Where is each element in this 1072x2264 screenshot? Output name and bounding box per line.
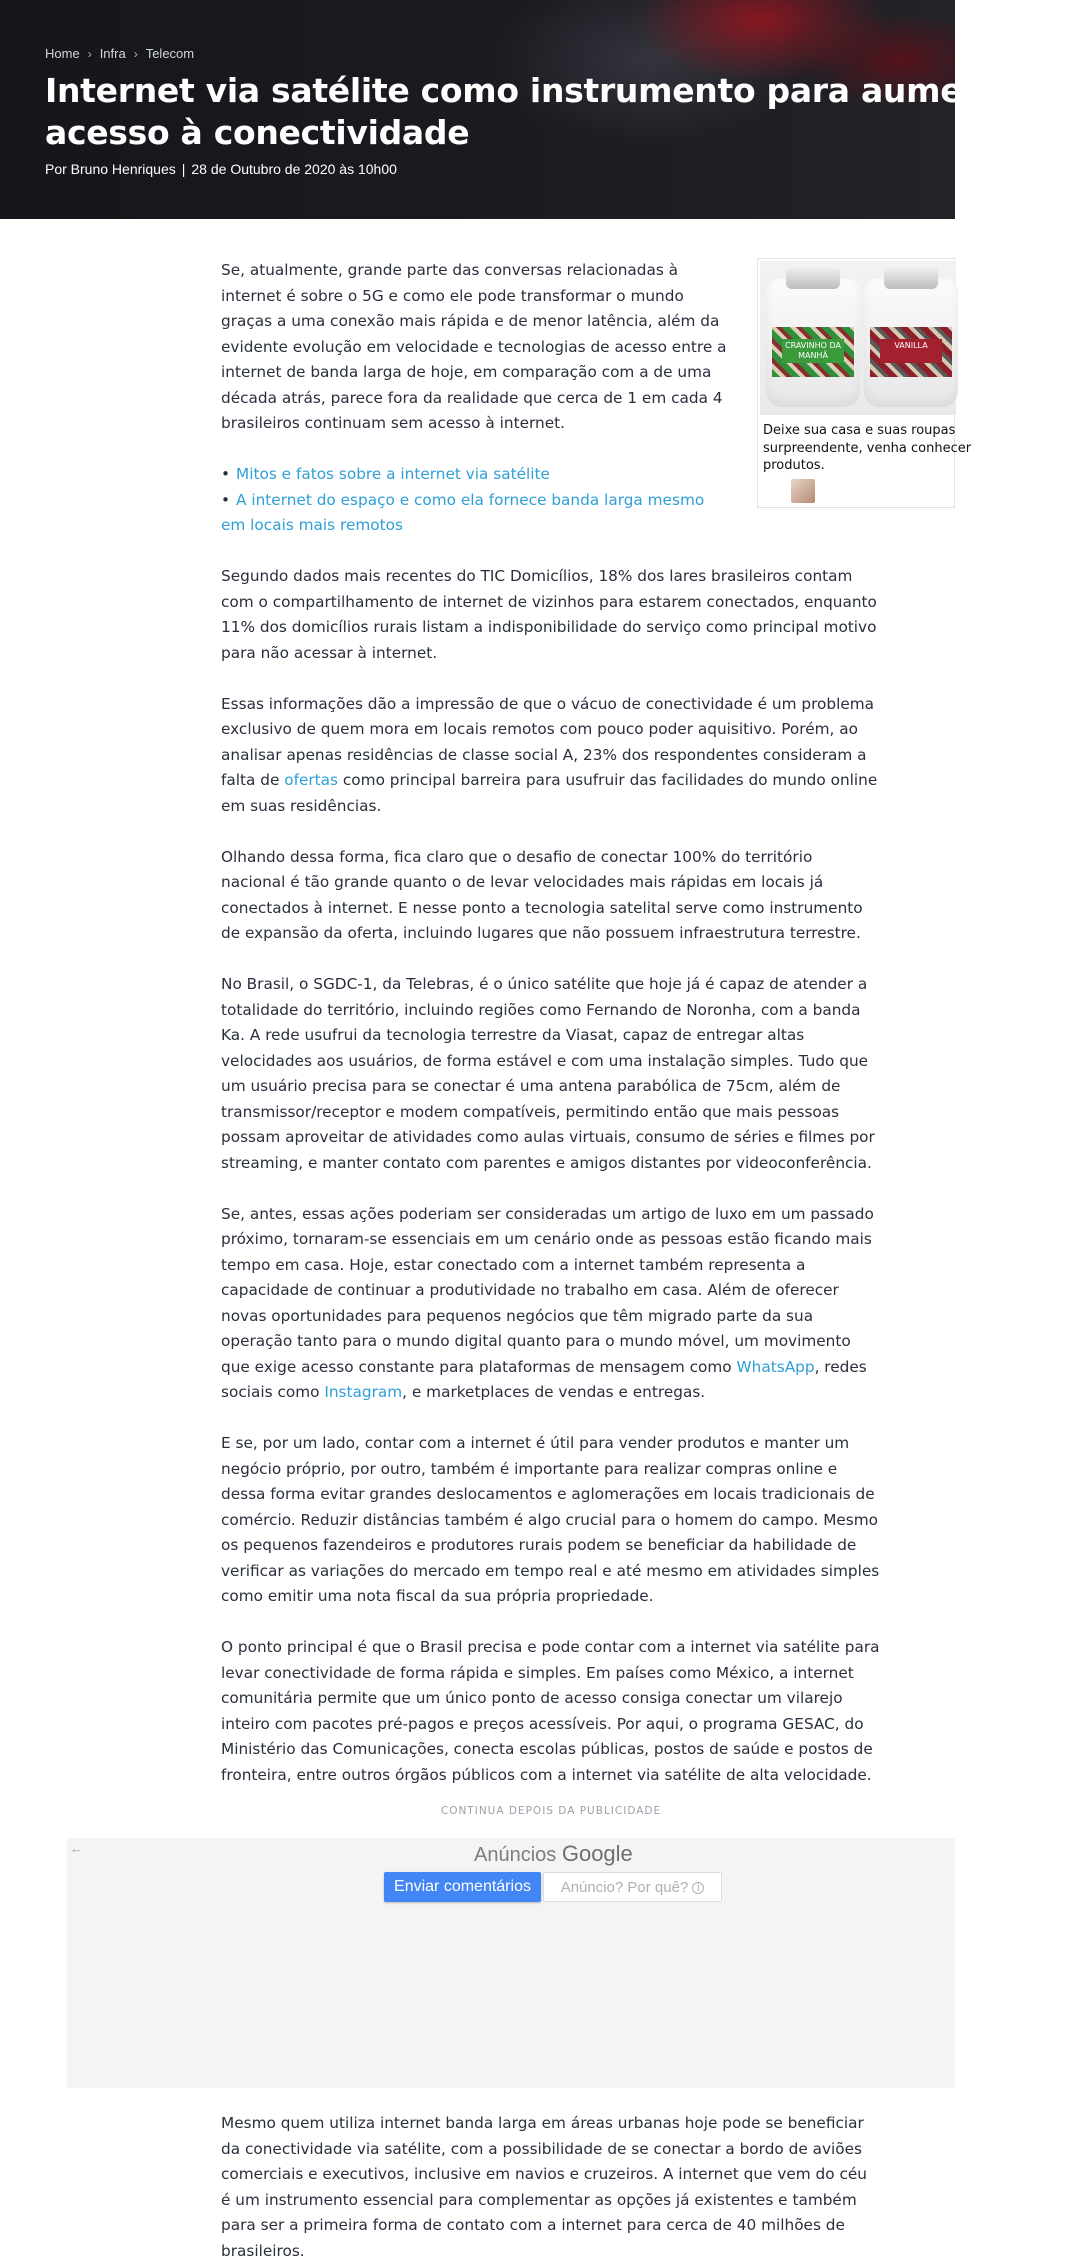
google-ad-panel — [67, 1838, 955, 2088]
article-paragraph: No Brasil, o SGDC-1, da Telebras, é o único satélite que hoje já é capaz de atender a totalidade do território, incluindo regiões como Fernando de Noronha, com a banda Ka. A rede usufrui da tecnologia terrestre da Viasat, capaz de entregar altas velocidades aos usuários, de forma estável e com uma instalação simples. Tudo que um usuário precisa para se conectar é uma antena parabólica de 75cm, além de transmissor/receptor e modem compatíveis, permitindo então que mais pessoas possam aproveitar de atividades como aulas virtuais, consumo de séries e filmes por streaming, e manter contato com parentes e amigos distantes por videoconferência. — [221, 975, 875, 1172]
article-paragraph: Segundo dados mais recentes do TIC Domicílios, 18% dos lares brasileiros contam com o compartilhamento de internet de vizinhos para estarem conectados, enquanto 11% dos domicílios rurais listam a indisponibilidade do serviço como principal motivo para não acessar à internet. — [221, 567, 877, 662]
article-hero — [0, 0, 1072, 219]
article-paragraph — [221, 692, 881, 820]
side-ad-text[interactable]: Deixe sua casa e suas roupas surpreendente, venha conhecer produtos. — [763, 423, 972, 473]
breadcrumb-telecom[interactable]: Telecom — [145, 46, 195, 61]
article-paragraph: Olhando dessa forma, fica claro que o desafio de conectar 100% do território nacional é tão grande quanto o de levar velocidades mais rápidas em locais já conectados à internet. E nesse ponto a tecnologia satelital serve como instrumento de expansão da oferta, incluindo lugares que não possuem infraestrutura terrestre. — [221, 847, 863, 942]
google-logo-text: Google — [561, 1841, 633, 1866]
ads-by-google — [474, 1841, 633, 1867]
byline-divider: | — [181, 161, 186, 177]
breadcrumb-separator: › — [87, 46, 92, 61]
sponsor-label: CONTINUA DEPOIS DA PUBLICIDADE — [440, 1805, 662, 1817]
page-title — [45, 70, 1072, 154]
why-this-ad-label: Anúncio? Por quê? — [560, 1879, 689, 1896]
article-paragraph: O ponto principal é que o Brasil precisa e pode contar com a internet via satélite para levar conectividade de forma rápida e simples. Em países como México, a internet comunitária permite que um único ponto de acesso consiga conectar um vilarejo inteiro com pacotes pré-pagos e preços acessíveis. Por aqui, o programa GESAC, do Ministério das Comunicações, conecta escolas públicas, postos de saúde e postos de fronteira, entre outros órgãos públicos com a internet via satélite de alta velocidade. — [221, 1638, 880, 1784]
ofertas-link[interactable]: ofertas — [284, 771, 339, 789]
related-link-item: • A internet do espaço e como ela fornece banda larga mesmo em locais mais remotos — [221, 490, 705, 534]
related-link-item: • Mitos e fatos sobre a internet via satélite — [221, 465, 550, 483]
article-date: 28 de Outubro de 2020 às 10h00 — [191, 161, 397, 177]
article-paragraph — [221, 1202, 881, 1406]
breadcrumb-separator: › — [133, 46, 138, 61]
page-title-line-1: Internet via satélite como instrumento para aumentar o — [45, 71, 1072, 110]
ads-by-label: Anúncios — [474, 1844, 557, 1866]
instagram-link[interactable]: Instagram — [324, 1383, 403, 1401]
green-jar-label: CRAVINHO DA MANHÃ — [782, 339, 844, 363]
article-byline — [45, 161, 397, 177]
paragraph-text: , redes sociais como — [221, 1357, 867, 1401]
article-author: Por Bruno Henriques — [45, 161, 176, 177]
article-intro: Se, atualmente, grande parte das conversas relacionadas à internet é sobre o 5G e como ele pode transformar o mundo graças a uma conexão mais rápida e de menor latência, além da evidente evolução em velocidade e tecnologias de acesso entre a internet de banda larga de hoje, em comparação com a de uma década atrás, parece fora da realidade que cerca de 1 em cada 4 brasileiros continuam sem acesso à internet. — [221, 261, 727, 432]
breadcrumb — [45, 46, 194, 61]
breadcrumb-infra[interactable]: Infra — [99, 46, 126, 61]
whatsapp-link[interactable]: WhatsApp — [736, 1357, 815, 1376]
article-paragraph: Mesmo quem utiliza internet banda larga em áreas urbanas hoje pode se beneficiar da conectividade via satélite, com a possibilidade de se conectar a bordo de aviões comerciais e executivos, inclusive em navios e cruzeiros. A internet que vem do céu é um instrumento essencial para complementar as opções já existentes e também para ser a primeira forma de contato com a internet para cerca de 40 milhões de brasileiros. — [221, 2114, 867, 2260]
article-body-continued — [221, 2111, 881, 2264]
paragraph-text: como principal barreira para usufruir das facilidades do mundo online em suas residências. — [221, 771, 878, 815]
paragraph-text: Se, antes, essas ações poderiam ser consideradas um artigo de luxo em um passado próximo, tornaram-se essenciais em um cenário onde as pessoas estão ficando mais tempo em casa. Hoje, estar conectado com a internet também representa a capacidade de continuar a produtividade no trabalho em casa. Além de oferecer novas oportunidades para pequenos negócios que têm migrado parte da sua operação tanto para o mundo digital quanto para o mundo móvel, um movimento que exige acesso constante para plataformas de mensagem como — [221, 1204, 874, 1376]
back-arrow-icon[interactable]: ← — [70, 1841, 83, 1856]
red-jar-label: VANILLA — [880, 339, 942, 363]
send-feedback-button[interactable]: Enviar comentários — [384, 1872, 541, 1902]
paragraph-text: Essas informações dão a impressão de que o vácuo de conectividade é um problema exclusivo de quem mora em locais remotos com pouco poder aquisitivo. Porém, ao analisar apenas residências de classe social A, 23% dos respondentes consideram a falta de — [221, 694, 875, 789]
paragraph-text: , e marketplaces de vendas e entregas. — [402, 1383, 706, 1401]
breadcrumb-home[interactable]: Home — [45, 46, 80, 61]
related-link-myths[interactable]: Mitos e fatos sobre a internet via satélite — [236, 465, 550, 483]
why-this-ad-button[interactable] — [543, 1872, 722, 1902]
related-link-space-internet[interactable]: A internet do espaço e como ela fornece banda larga mesmo em locais mais remotos — [221, 490, 705, 534]
info-icon: i — [692, 1882, 704, 1894]
article-body — [221, 258, 881, 1814]
article-paragraph: E se, por um lado, contar com a internet é útil para vender produtos e manter um negócio próprio, por outro, também é importante para realizar compras online e dessa forma evitar grandes deslocamentos e aglomerações em locais tradicionais de comércio. Reduzir distâncias também é algo crucial para o homem do campo. Mesmo os pequenos fazendeiros e produtores rurais podem se beneficiar da habilidade de verificar as variações do mercado em tempo real e até mesmo em atividades simples como emitir uma nota fiscal da sua própria propriedade. — [221, 1434, 880, 1605]
page-title-line-2: acesso à conectividade — [45, 113, 470, 152]
related-links — [221, 462, 731, 539]
